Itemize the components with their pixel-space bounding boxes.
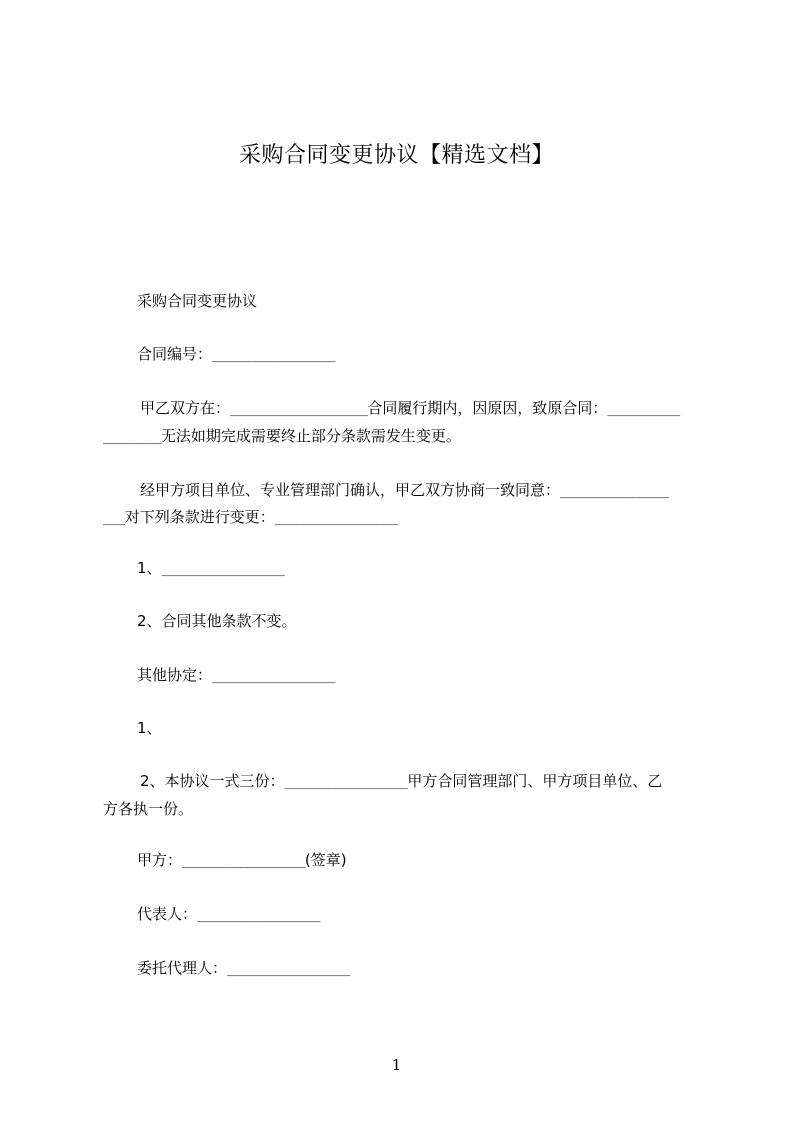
agreement-line2-blank: ___ bbox=[103, 511, 125, 526]
agent-label: 委托代理人： bbox=[137, 959, 228, 977]
paragraph-item-2 bbox=[103, 606, 703, 636]
parties-blank-2: __________ bbox=[607, 402, 680, 417]
paragraph-parties-line2 bbox=[103, 421, 703, 453]
other-agreement-label: 其他协定： bbox=[137, 666, 213, 684]
other-item-1-text: 1、 bbox=[137, 719, 162, 737]
parties-blank-1: ___________________ bbox=[230, 402, 368, 417]
item-1-blank: _________________ bbox=[161, 562, 285, 577]
representative-label: 代表人： bbox=[137, 905, 198, 923]
paragraph-other-item-1 bbox=[103, 713, 703, 743]
item-2-text: 2、合同其他条款不变。 bbox=[137, 612, 297, 630]
agreement-blank-2: _________________ bbox=[274, 511, 398, 526]
paragraph-contract-number bbox=[103, 339, 703, 371]
contract-number-label: 合同编号： bbox=[137, 345, 213, 363]
copies-label: 2、本协议一式三份： bbox=[140, 772, 285, 790]
paragraph-representative bbox=[103, 899, 703, 931]
representative-blank: _________________ bbox=[197, 908, 320, 923]
paragraph-party-a bbox=[103, 845, 703, 877]
parties-line2-blank: ________ bbox=[103, 430, 161, 445]
contract-number-blank: _________________ bbox=[212, 348, 335, 363]
copies-blank: _________________ bbox=[284, 775, 408, 790]
paragraph-agreement-line2 bbox=[103, 502, 703, 534]
agent-blank: _________________ bbox=[227, 962, 350, 977]
paragraph-copies-line2 bbox=[103, 794, 703, 824]
party-a-blank: _________________ bbox=[182, 854, 305, 869]
page-number: 1 bbox=[391, 1056, 402, 1074]
subtitle-text: 采购合同变更协议 bbox=[137, 292, 258, 310]
paragraph-item-1 bbox=[103, 553, 703, 585]
parties-line2-text: 无法如期完成需要终止部分条款需发生变更。 bbox=[160, 427, 461, 445]
agreement-line2-text: 对下列条款进行变更： bbox=[124, 508, 275, 526]
party-a-seal: (签章) bbox=[304, 851, 347, 869]
agreement-text: 经甲方项目单位、专业管理部门确认，甲乙双方协商一致同意： bbox=[140, 481, 561, 499]
copies-line2-text: 方各执一份。 bbox=[103, 800, 194, 818]
paragraph-agent bbox=[103, 953, 703, 985]
parties-text: 合同履行期内，因原因，致原合同： bbox=[367, 399, 608, 417]
paragraph-subtitle bbox=[103, 286, 703, 316]
document-title: 采购合同变更协议【精选文档】 bbox=[238, 143, 554, 168]
other-agreement-blank: _________________ bbox=[212, 669, 335, 684]
item-1-label: 1、 bbox=[137, 559, 162, 577]
party-a-label: 甲方： bbox=[137, 851, 183, 869]
paragraph-other-agreement bbox=[103, 660, 703, 692]
parties-label: 甲乙双方在： bbox=[140, 399, 231, 417]
copies-text: 甲方合同管理部门、甲方项目单位、乙 bbox=[407, 772, 663, 790]
agreement-blank-1: _______________ bbox=[560, 484, 669, 499]
